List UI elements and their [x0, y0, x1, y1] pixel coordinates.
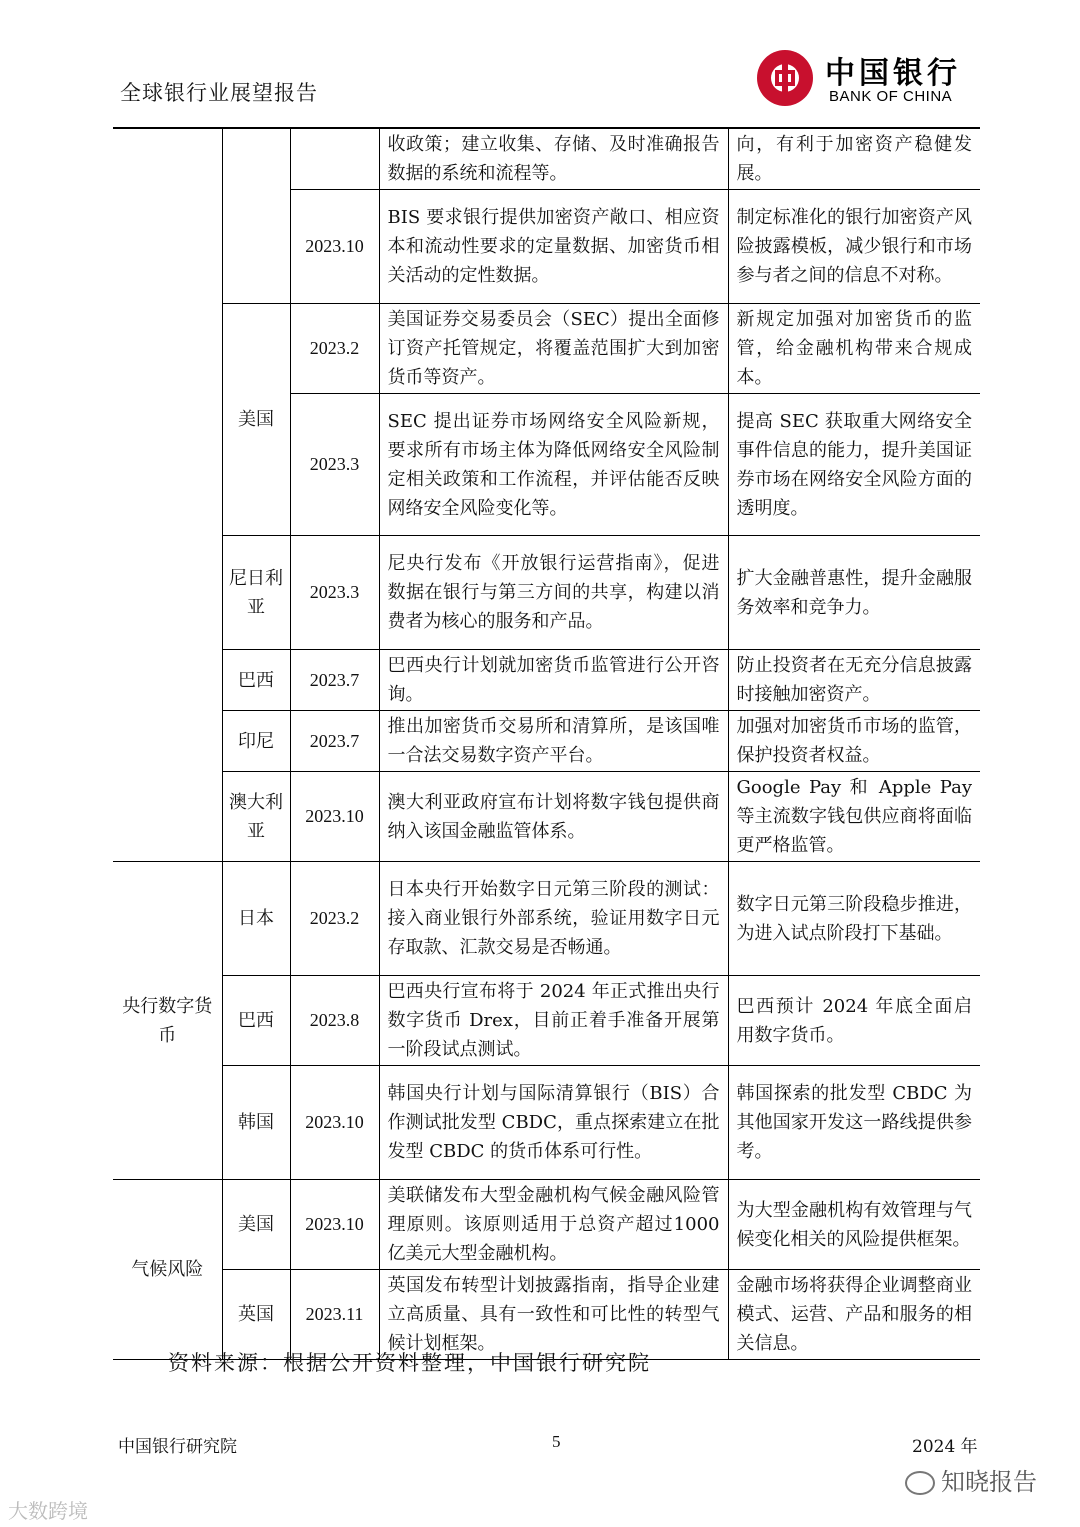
table-row [113, 1180, 980, 1270]
country-cell: 日本 [222, 862, 290, 976]
country-cell: 澳大利亚 [222, 772, 290, 862]
page-number: 5 [552, 1432, 561, 1451]
date-cell: 2023.3 [290, 394, 379, 536]
impact-cell: 制定标准化的银行加密资产风险披露模板，减少银行和市场参与者之间的信息不对称。 [728, 190, 980, 304]
impact-cell: 韩国探索的批发型 CBDC 为其他国家开发这一路线提供参考。 [728, 1066, 980, 1180]
date-cell: 2023.8 [290, 976, 379, 1066]
impact-cell: 防止投资者在无充分信息披露时接触加密资产。 [728, 650, 980, 711]
country-cell [222, 129, 290, 304]
description-cell: 美联储发布大型金融机构气候金融风险管理原则。该原则适用于总资产超过1000 亿美元大型金融机构。 [379, 1180, 728, 1270]
impact-cell: 金融市场将获得企业调整商业模式、运营、产品和服务的相关信息。 [728, 1270, 980, 1360]
impact-cell: 新规定加强对加密货币的监管，给金融机构带来合规成本。 [728, 304, 980, 394]
impact-cell: 加强对加密货币市场的监管，保护投资者权益。 [728, 711, 980, 772]
watermark-left: 大数跨境 [8, 1499, 88, 1523]
bank-of-china-logo [757, 48, 987, 108]
date-cell: 2023.10 [290, 190, 379, 304]
watermark-right [905, 1462, 1037, 1497]
watermark-right-text: 知晓报告 [941, 1468, 1037, 1496]
date-cell: 2023.7 [290, 711, 379, 772]
date-cell: 2023.11 [290, 1270, 379, 1360]
table-row [113, 129, 980, 190]
description-cell: 巴西央行宣布将于 2024 年正式推出央行数字货币 Drex，目前正着手准备开展第一阶段试点测试。 [379, 976, 728, 1066]
impact-cell: 数字日元第三阶段稳步推进，为进入试点阶段打下基础。 [728, 862, 980, 976]
impact-cell: Google Pay 和 Apple Pay 等主流数字钱包供应商将面临更严格监管。 [728, 772, 980, 862]
logo-english-text: BANK OF CHINA [829, 88, 953, 105]
wechat-icon [905, 1471, 935, 1495]
table-row [113, 536, 980, 650]
footer-year: 2024 年 [912, 1437, 978, 1457]
table-row [113, 650, 980, 711]
description-cell: SEC 提出证券市场网络安全风险新规，要求所有市场主体为降低网络安全风险制定相关政策和工作流程，并评估能否反映网络安全风险变化等。 [379, 394, 728, 536]
description-cell: 澳大利亚政府宣布计划将数字钱包提供商纳入该国金融监管体系。 [379, 772, 728, 862]
footer-organization: 中国银行研究院 [118, 1437, 237, 1457]
description-cell: 推出加密货币交易所和清算所，是该国唯一合法交易数字资产平台。 [379, 711, 728, 772]
impact-cell: 提高 SEC 获取重大网络安全事件信息的能力，提升美国证券市场在网络安全风险方面的透明度。 [728, 394, 980, 536]
country-cell: 印尼 [222, 711, 290, 772]
date-cell: 2023.3 [290, 536, 379, 650]
date-cell: 2023.7 [290, 650, 379, 711]
country-cell: 英国 [222, 1270, 290, 1360]
country-cell: 尼日利亚 [222, 536, 290, 650]
report-title: 全球银行业展望报告 [120, 81, 318, 105]
date-cell: 2023.10 [290, 1180, 379, 1270]
description-cell: 英国发布转型计划披露指南，指导企业建立高质量、具有一致性和可比性的转型气候计划框架。 [379, 1270, 728, 1360]
table-row [113, 976, 980, 1066]
source-note: 资料来源：根据公开资料整理，中国银行研究院 [168, 1351, 651, 1375]
table-row [113, 304, 980, 394]
table-row [113, 1270, 980, 1360]
description-cell: 美国证券交易委员会（SEC）提出全面修订资产托管规定，将覆盖范围扩大到加密货币等资产。 [379, 304, 728, 394]
table-row [113, 772, 980, 862]
description-cell: 收政策；建立收集、存储、及时准确报告数据的系统和流程等。 [379, 129, 728, 190]
logo-chinese-text: 中国银行 [825, 56, 961, 91]
table-row [113, 1066, 980, 1180]
category-cell: 气候风险 [113, 1180, 222, 1360]
category-cell [113, 129, 222, 862]
impact-cell: 巴西预计 2024 年底全面启用数字货币。 [728, 976, 980, 1066]
date-cell: 2023.2 [290, 304, 379, 394]
description-cell: 日本央行开始数字日元第三阶段的测试：接入商业银行外部系统，验证用数字日元存取款、汇款交易是否畅通。 [379, 862, 728, 976]
date-cell: 2023.10 [290, 1066, 379, 1180]
description-cell: 尼央行发布《开放银行运营指南》，促进数据在银行与第三方间的共享，构建以消费者为核心的服务和产品。 [379, 536, 728, 650]
date-cell: 2023.2 [290, 862, 379, 976]
date-cell [290, 129, 379, 190]
impact-cell: 向，有利于加密资产稳健发展。 [728, 129, 980, 190]
impact-cell: 扩大金融普惠性，提升金融服务效率和竞争力。 [728, 536, 980, 650]
category-cell: 央行数字货币 [113, 862, 222, 1180]
country-cell: 巴西 [222, 650, 290, 711]
description-cell: 巴西央行计划就加密货币监管进行公开咨询。 [379, 650, 728, 711]
table-row [113, 862, 980, 976]
country-cell: 韩国 [222, 1066, 290, 1180]
country-cell: 美国 [222, 1180, 290, 1270]
country-cell: 美国 [222, 304, 290, 536]
country-cell: 巴西 [222, 976, 290, 1066]
impact-cell: 为大型金融机构有效管理与气候变化相关的风险提供框架。 [728, 1180, 980, 1270]
date-cell: 2023.10 [290, 772, 379, 862]
description-cell: BIS 要求银行提供加密资产敞口、相应资本和流动性要求的定量数据、加密货币相关活动的定性数据。 [379, 190, 728, 304]
regulation-table [113, 128, 980, 1360]
description-cell: 韩国央行计划与国际清算银行（BIS）合作测试批发型 CBDC，重点探索建立在批发型 CBDC 的货币体系可行性。 [379, 1066, 728, 1180]
table-row [113, 711, 980, 772]
